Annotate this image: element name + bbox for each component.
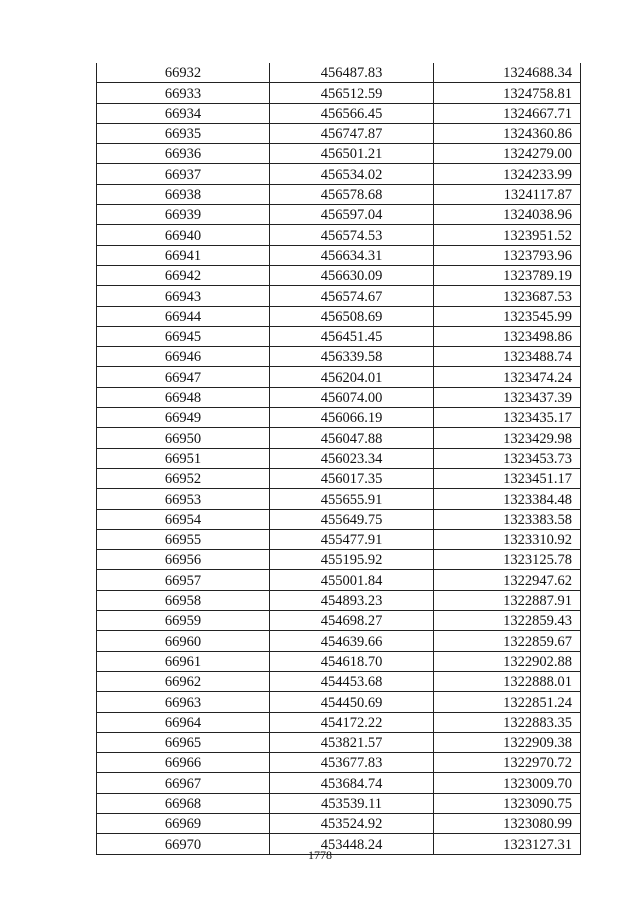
point-id-cell: 66965 <box>97 732 270 752</box>
table-row <box>97 529 581 549</box>
table-row <box>97 793 581 813</box>
point-id-cell: 66946 <box>97 347 270 367</box>
point-id-cell: 66932 <box>97 63 270 83</box>
point-id-cell: 66964 <box>97 712 270 732</box>
table-row <box>97 83 581 103</box>
x-coordinate-cell: 456574.67 <box>270 286 434 306</box>
table-row <box>97 489 581 509</box>
point-id-cell: 66937 <box>97 164 270 184</box>
y-coordinate-cell: 1323435.17 <box>434 408 581 428</box>
x-coordinate-cell: 455001.84 <box>270 570 434 590</box>
y-coordinate-cell: 1323437.39 <box>434 387 581 407</box>
point-id-cell: 66961 <box>97 651 270 671</box>
table-row <box>97 712 581 732</box>
point-id-cell: 66959 <box>97 611 270 631</box>
y-coordinate-cell: 1322947.62 <box>434 570 581 590</box>
table-row <box>97 306 581 326</box>
x-coordinate-cell: 456074.00 <box>270 387 434 407</box>
point-id-cell: 66939 <box>97 205 270 225</box>
table-row <box>97 692 581 712</box>
point-id-cell: 66970 <box>97 834 270 854</box>
x-coordinate-cell: 456578.68 <box>270 184 434 204</box>
y-coordinate-cell: 1322859.43 <box>434 611 581 631</box>
x-coordinate-cell: 456023.34 <box>270 448 434 468</box>
y-coordinate-cell: 1324667.71 <box>434 103 581 123</box>
point-id-cell: 66941 <box>97 245 270 265</box>
y-coordinate-cell: 1323687.53 <box>434 286 581 306</box>
x-coordinate-cell: 455477.91 <box>270 529 434 549</box>
table-row <box>97 123 581 143</box>
point-id-cell: 66936 <box>97 144 270 164</box>
y-coordinate-cell: 1323090.75 <box>434 793 581 813</box>
table-row <box>97 225 581 245</box>
point-id-cell: 66955 <box>97 529 270 549</box>
table-row <box>97 428 581 448</box>
point-id-cell: 66950 <box>97 428 270 448</box>
y-coordinate-cell: 1323125.78 <box>434 550 581 570</box>
x-coordinate-cell: 456451.45 <box>270 326 434 346</box>
y-coordinate-cell: 1323384.48 <box>434 489 581 509</box>
point-id-cell: 66954 <box>97 509 270 529</box>
y-coordinate-cell: 1322859.67 <box>434 631 581 651</box>
x-coordinate-cell: 456634.31 <box>270 245 434 265</box>
table-row <box>97 347 581 367</box>
point-id-cell: 66962 <box>97 671 270 691</box>
table-row <box>97 103 581 123</box>
table-row <box>97 448 581 468</box>
y-coordinate-cell: 1322902.88 <box>434 651 581 671</box>
point-id-cell: 66938 <box>97 184 270 204</box>
x-coordinate-cell: 456339.58 <box>270 347 434 367</box>
x-coordinate-cell: 456574.53 <box>270 225 434 245</box>
table-row <box>97 590 581 610</box>
y-coordinate-cell: 1323127.31 <box>434 834 581 854</box>
y-coordinate-cell: 1322851.24 <box>434 692 581 712</box>
table-row <box>97 773 581 793</box>
x-coordinate-cell: 453524.92 <box>270 813 434 833</box>
point-id-cell: 66933 <box>97 83 270 103</box>
point-id-cell: 66956 <box>97 550 270 570</box>
y-coordinate-cell: 1322887.91 <box>434 590 581 610</box>
x-coordinate-cell: 455195.92 <box>270 550 434 570</box>
table-row <box>97 408 581 428</box>
point-id-cell: 66934 <box>97 103 270 123</box>
x-coordinate-cell: 456630.09 <box>270 265 434 285</box>
x-coordinate-cell: 453448.24 <box>270 834 434 854</box>
y-coordinate-cell: 1323488.74 <box>434 347 581 367</box>
x-coordinate-cell: 456487.83 <box>270 63 434 83</box>
x-coordinate-cell: 454639.66 <box>270 631 434 651</box>
table-row <box>97 326 581 346</box>
y-coordinate-cell: 1323793.96 <box>434 245 581 265</box>
point-id-cell: 66945 <box>97 326 270 346</box>
y-coordinate-cell: 1323545.99 <box>434 306 581 326</box>
table-row <box>97 813 581 833</box>
y-coordinate-cell: 1324758.81 <box>434 83 581 103</box>
y-coordinate-cell: 1324117.87 <box>434 184 581 204</box>
point-id-cell: 66952 <box>97 468 270 488</box>
point-id-cell: 66949 <box>97 408 270 428</box>
table-row <box>97 631 581 651</box>
point-id-cell: 66960 <box>97 631 270 651</box>
table-row <box>97 144 581 164</box>
coordinate-table-container <box>96 63 580 855</box>
point-id-cell: 66940 <box>97 225 270 245</box>
x-coordinate-cell: 456508.69 <box>270 306 434 326</box>
y-coordinate-cell: 1322888.01 <box>434 671 581 691</box>
y-coordinate-cell: 1323009.70 <box>434 773 581 793</box>
x-coordinate-cell: 456534.02 <box>270 164 434 184</box>
point-id-cell: 66948 <box>97 387 270 407</box>
point-id-cell: 66943 <box>97 286 270 306</box>
table-row <box>97 732 581 752</box>
y-coordinate-cell: 1323383.58 <box>434 509 581 529</box>
x-coordinate-cell: 454893.23 <box>270 590 434 610</box>
y-coordinate-cell: 1323080.99 <box>434 813 581 833</box>
point-id-cell: 66963 <box>97 692 270 712</box>
x-coordinate-cell: 456017.35 <box>270 468 434 488</box>
table-row <box>97 611 581 631</box>
x-coordinate-cell: 455649.75 <box>270 509 434 529</box>
x-coordinate-cell: 454453.68 <box>270 671 434 691</box>
y-coordinate-cell: 1323474.24 <box>434 367 581 387</box>
point-id-cell: 66966 <box>97 753 270 773</box>
point-id-cell: 66958 <box>97 590 270 610</box>
table-row <box>97 509 581 529</box>
x-coordinate-cell: 454172.22 <box>270 712 434 732</box>
x-coordinate-cell: 455655.91 <box>270 489 434 509</box>
x-coordinate-cell: 453821.57 <box>270 732 434 752</box>
table-row <box>97 205 581 225</box>
table-row <box>97 550 581 570</box>
y-coordinate-cell: 1324360.86 <box>434 123 581 143</box>
x-coordinate-cell: 454618.70 <box>270 651 434 671</box>
point-id-cell: 66953 <box>97 489 270 509</box>
x-coordinate-cell: 454698.27 <box>270 611 434 631</box>
point-id-cell: 66942 <box>97 265 270 285</box>
point-id-cell: 66969 <box>97 813 270 833</box>
y-coordinate-cell: 1323429.98 <box>434 428 581 448</box>
x-coordinate-cell: 453539.11 <box>270 793 434 813</box>
table-row <box>97 184 581 204</box>
x-coordinate-cell: 454450.69 <box>270 692 434 712</box>
table-row <box>97 164 581 184</box>
table-row <box>97 387 581 407</box>
y-coordinate-cell: 1324233.99 <box>434 164 581 184</box>
coordinate-table-body <box>97 63 581 854</box>
coordinate-table <box>96 63 581 855</box>
y-coordinate-cell: 1323951.52 <box>434 225 581 245</box>
table-row <box>97 570 581 590</box>
table-row <box>97 286 581 306</box>
y-coordinate-cell: 1323310.92 <box>434 529 581 549</box>
x-coordinate-cell: 456747.87 <box>270 123 434 143</box>
x-coordinate-cell: 456566.45 <box>270 103 434 123</box>
x-coordinate-cell: 456204.01 <box>270 367 434 387</box>
y-coordinate-cell: 1322883.35 <box>434 712 581 732</box>
point-id-cell: 66957 <box>97 570 270 590</box>
point-id-cell: 66968 <box>97 793 270 813</box>
y-coordinate-cell: 1322970.72 <box>434 753 581 773</box>
table-row <box>97 671 581 691</box>
y-coordinate-cell: 1324038.96 <box>434 205 581 225</box>
table-row <box>97 651 581 671</box>
table-row <box>97 63 581 83</box>
x-coordinate-cell: 456501.21 <box>270 144 434 164</box>
x-coordinate-cell: 456597.04 <box>270 205 434 225</box>
y-coordinate-cell: 1323498.86 <box>434 326 581 346</box>
point-id-cell: 66935 <box>97 123 270 143</box>
y-coordinate-cell: 1324688.34 <box>434 63 581 83</box>
table-row <box>97 468 581 488</box>
table-row <box>97 367 581 387</box>
point-id-cell: 66947 <box>97 367 270 387</box>
point-id-cell: 66967 <box>97 773 270 793</box>
point-id-cell: 66951 <box>97 448 270 468</box>
page-number: 1778 <box>308 848 332 862</box>
table-row <box>97 753 581 773</box>
x-coordinate-cell: 453684.74 <box>270 773 434 793</box>
y-coordinate-cell: 1324279.00 <box>434 144 581 164</box>
x-coordinate-cell: 456512.59 <box>270 83 434 103</box>
x-coordinate-cell: 456047.88 <box>270 428 434 448</box>
y-coordinate-cell: 1323789.19 <box>434 265 581 285</box>
y-coordinate-cell: 1323451.17 <box>434 468 581 488</box>
table-row <box>97 265 581 285</box>
x-coordinate-cell: 456066.19 <box>270 408 434 428</box>
y-coordinate-cell: 1323453.73 <box>434 448 581 468</box>
y-coordinate-cell: 1322909.38 <box>434 732 581 752</box>
x-coordinate-cell: 453677.83 <box>270 753 434 773</box>
point-id-cell: 66944 <box>97 306 270 326</box>
table-row <box>97 245 581 265</box>
